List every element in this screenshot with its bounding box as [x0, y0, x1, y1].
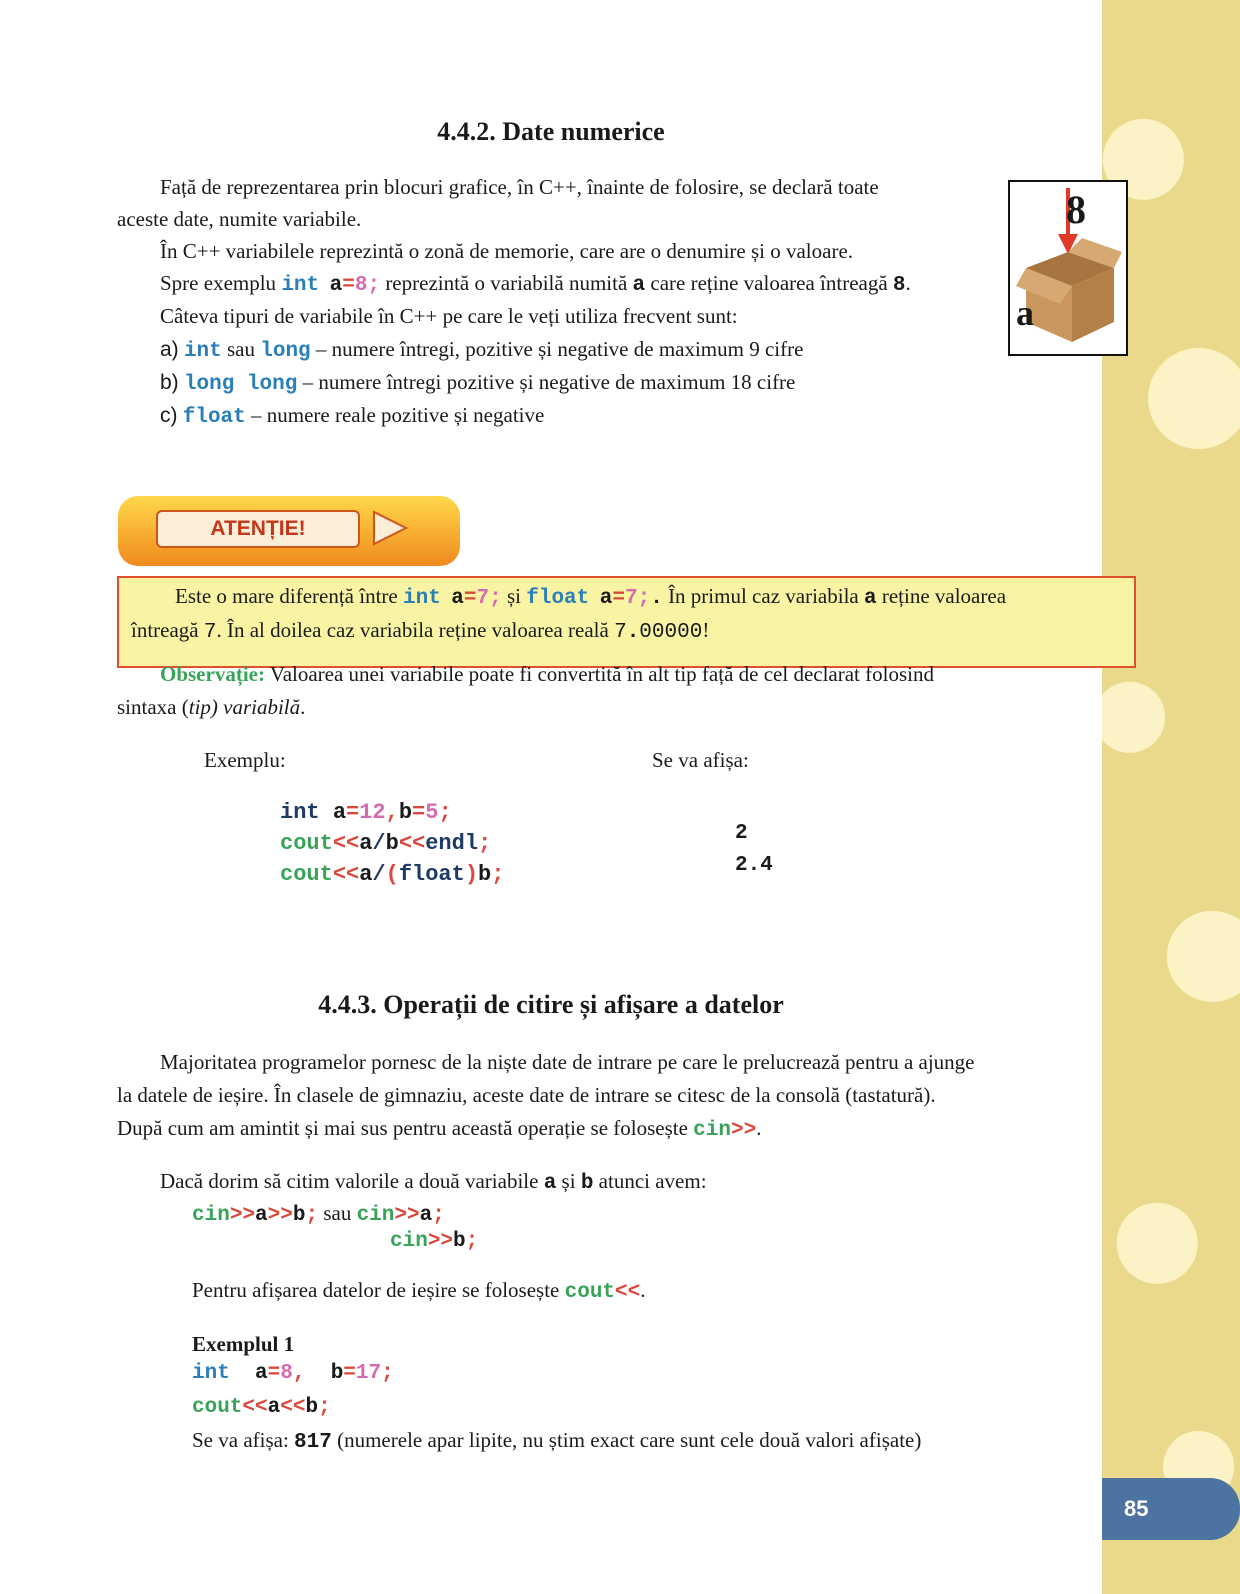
attention-note-box — [117, 576, 1136, 668]
section-title-operatii: 4.4.3. Operații de citire și afișare a datelor — [318, 990, 784, 1019]
output-line: 2 — [735, 822, 748, 845]
code-line: cout<<a<<b; — [192, 1396, 331, 1419]
text: – numere reale pozitive și negative — [245, 403, 545, 427]
paragraph-line: aceste date, numite variabile. — [117, 207, 362, 231]
text: – numere întregi, pozitive și negative de maximum 9 cifre — [310, 337, 804, 361]
paragraph-line: la datele de ieșire. În clasele de gimnaziu, aceste date de intrare se citesc de la consolă (tastatură). — [117, 1083, 936, 1107]
code-keyword: int — [183, 340, 222, 363]
code-keyword: long long — [183, 373, 298, 396]
text: . — [640, 1278, 646, 1302]
code-value: 7 — [203, 621, 217, 644]
code-op: >> — [730, 1119, 757, 1142]
note-line — [175, 584, 1006, 610]
text: . — [905, 271, 911, 295]
code-line: int a=8, b=17; — [192, 1362, 394, 1385]
paragraph-line — [192, 1428, 921, 1454]
code-value: 00000 — [639, 621, 703, 644]
box-variable-label: a — [1016, 293, 1034, 333]
box-value-label: 8 — [1066, 187, 1086, 232]
text: și — [556, 1169, 581, 1193]
observation-line — [117, 695, 305, 720]
code-line: cin>>a>>b; sau cin>>a; — [192, 1201, 445, 1227]
paragraph-line — [160, 1169, 707, 1195]
observation-line — [160, 662, 1080, 687]
text: reprezintă o variabilă numită — [380, 271, 633, 295]
code-line: cin>>b; — [390, 1230, 479, 1253]
code-keyword: float — [526, 587, 590, 610]
code-value: 8 — [892, 274, 906, 297]
text: sau — [221, 337, 261, 361]
code-dot: . — [650, 587, 663, 610]
text: . În al doilea caz variabila reține valoarea reală — [216, 618, 615, 642]
text: Spre exemplu — [160, 271, 282, 295]
text: Se va afișa: — [192, 1428, 295, 1452]
code-var: a — [599, 587, 613, 610]
paragraph-line — [192, 1278, 646, 1304]
paragraph-line — [117, 1116, 761, 1142]
text: . — [756, 1116, 762, 1140]
text: întreagă — [131, 618, 204, 642]
section-title-date-numerice: 4.4.2. Date numerice — [437, 117, 665, 146]
code-keyword: int — [402, 587, 441, 610]
code-line: cout<<a/(float)b; — [280, 862, 505, 887]
code-value: 7 — [614, 621, 627, 644]
list-item — [160, 370, 795, 396]
play-arrow-icon — [370, 508, 410, 548]
text: sau — [318, 1201, 357, 1225]
code-keyword: long — [260, 340, 311, 363]
variable-box-illustration — [1008, 180, 1128, 356]
note-line — [131, 618, 709, 644]
code-line: cout<<a/b<<endl; — [280, 831, 492, 856]
code-keyword: int — [281, 274, 320, 297]
text: Este o mare diferență între — [175, 584, 403, 608]
code-var: a — [451, 587, 464, 610]
code-var: a — [863, 587, 877, 610]
code-num: 8; — [354, 274, 381, 297]
text: reține valoarea — [876, 584, 1007, 608]
text: (numerele apar lipite, nu știm exact care sunt cele două valori afișate) — [331, 1428, 922, 1452]
paragraph-example-int — [160, 271, 911, 297]
text: ! — [702, 618, 710, 642]
paragraph-line: Față de reprezentarea prin blocuri grafice, în C++, înainte de folosire, se declară toate — [160, 175, 879, 199]
code-var: a — [543, 1172, 557, 1195]
observation-label: Observație: — [160, 662, 265, 686]
code-dot: . — [626, 621, 640, 644]
code-op: = — [612, 587, 625, 610]
output-label: Se va afișa: — [652, 748, 749, 772]
code-value: 817 — [294, 1431, 332, 1454]
code-num: 7; — [476, 587, 502, 610]
text: care reține valoarea întreagă — [645, 271, 893, 295]
code-op: = — [463, 587, 477, 610]
text-italic: tip) variabilă — [188, 695, 301, 719]
example-label: Exemplu: — [204, 748, 286, 772]
code-var: a — [632, 274, 646, 297]
list-item — [160, 337, 803, 363]
code-cout: cout — [564, 1281, 616, 1304]
text: – numere întregi pozitive și negative de maximum 18 cifre — [297, 370, 796, 394]
attention-banner — [118, 496, 460, 566]
text: Valoarea unei variabile poate fi convertită în alt tip față de cel declarat folosind — [264, 662, 934, 686]
text: În primul caz variabila — [662, 584, 864, 608]
text: sintaxa ( — [117, 695, 189, 719]
text: și — [501, 584, 527, 608]
paragraph-line: În C++ variabilele reprezintă o zonă de memorie, care are o denumire și o valoare. — [160, 239, 854, 263]
page-number — [1102, 1478, 1240, 1540]
code-line: int a=12,b=5; — [280, 800, 452, 825]
list-marker: c) — [160, 404, 178, 427]
text: Pentru afișarea datelor de ieșire se folosește — [192, 1278, 565, 1302]
code-cin: cin — [693, 1119, 731, 1142]
code-keyword: float — [182, 406, 246, 429]
code-num: 7; — [624, 587, 651, 610]
example-title: Exemplul 1 — [192, 1332, 295, 1356]
list-marker: b) — [160, 371, 179, 394]
text: După cum am amintit și mai sus pentru această operație se folosește — [117, 1116, 694, 1140]
code-op: = — [342, 274, 355, 297]
code-var: b — [580, 1172, 594, 1195]
page-number-text: 85 — [1124, 1496, 1149, 1521]
paragraph-line: Majoritatea programelor pornesc de la niște date de intrare pe care le prelucrează pentru a ajunge — [160, 1050, 975, 1074]
code-var: a — [329, 274, 343, 297]
text: atunci avem: — [593, 1169, 707, 1193]
list-item — [160, 403, 544, 429]
text: . — [300, 695, 306, 719]
code-op: << — [615, 1281, 641, 1304]
list-marker: a) — [160, 338, 179, 361]
paragraph-line: Câteva tipuri de variabile în C++ pe care le veți utiliza frecvent sunt: — [160, 304, 738, 328]
output-line: 2.4 — [735, 854, 773, 877]
text: Dacă dorim să citim valorile a două variabile — [160, 1169, 544, 1193]
attention-label: ATENȚIE! — [156, 510, 360, 548]
